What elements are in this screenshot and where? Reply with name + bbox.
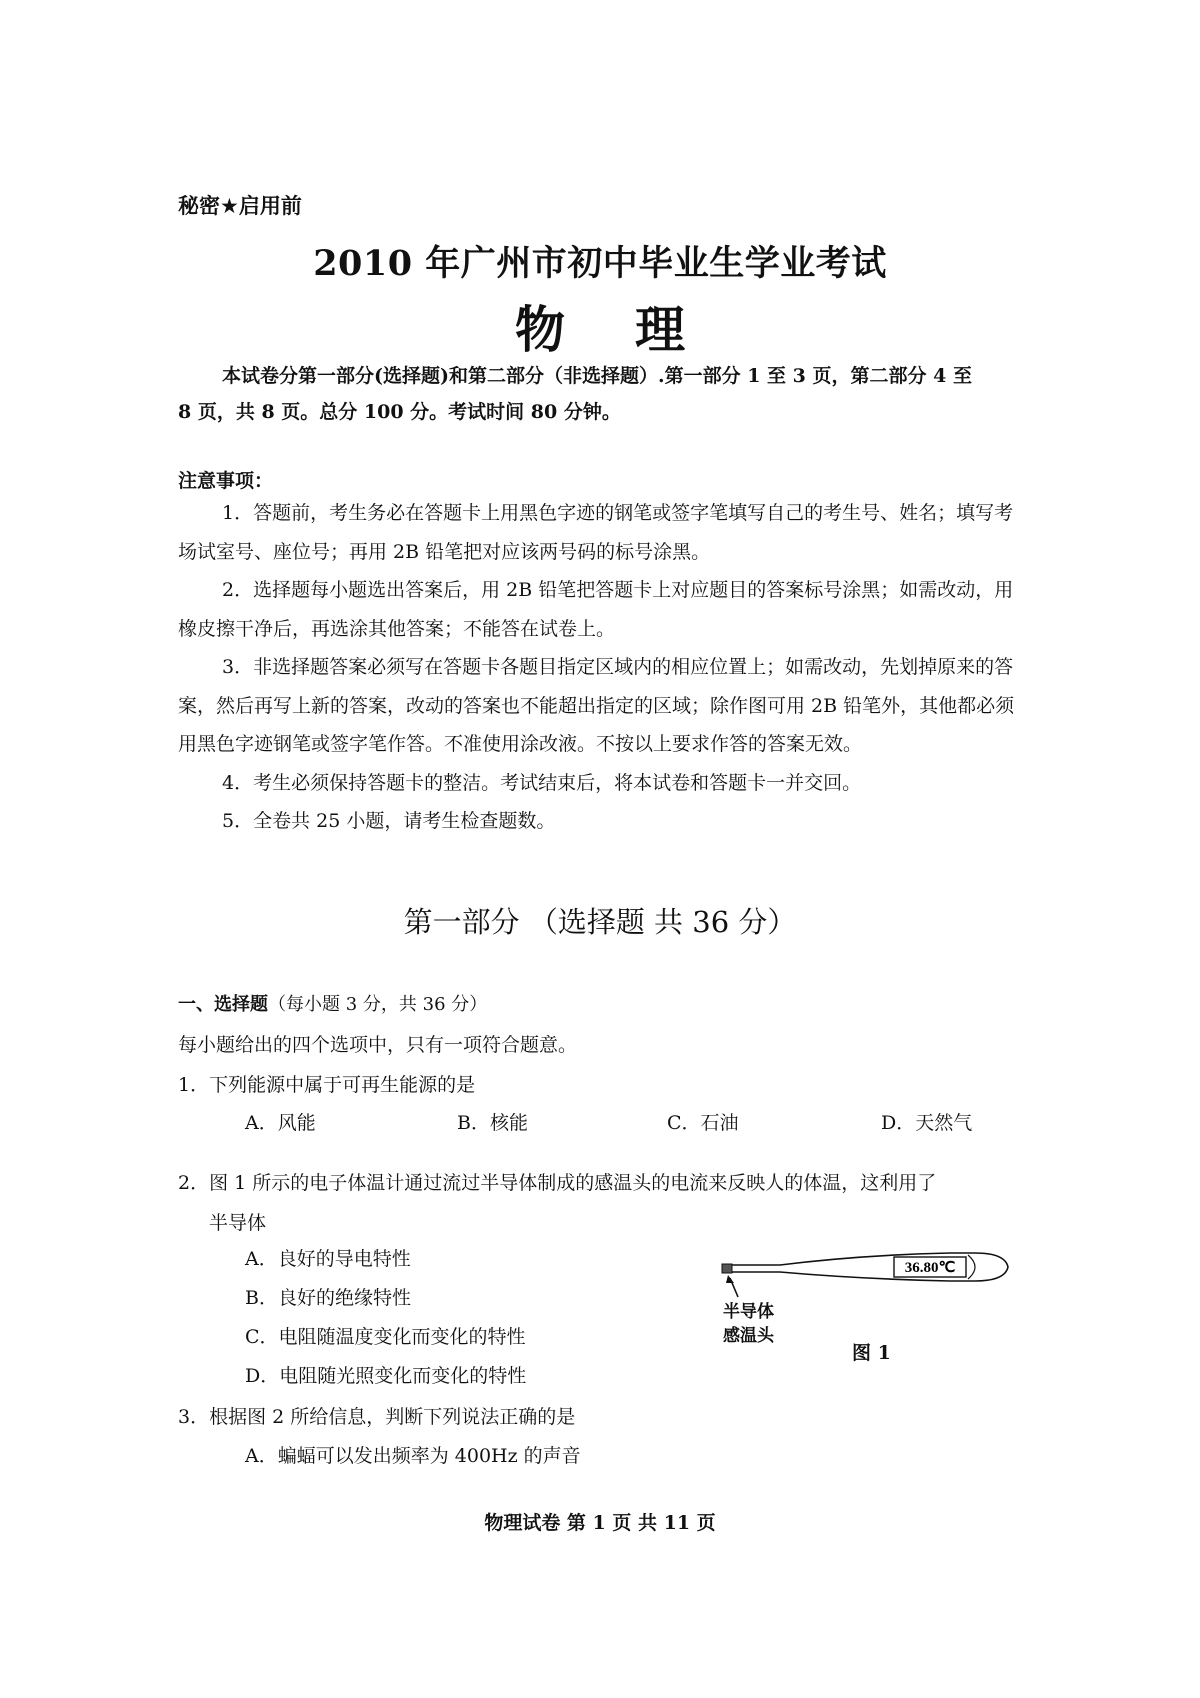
thermometer-display: 36.80℃ [904,1260,956,1276]
subject-char-1: 物 [515,300,565,359]
q2-option-d: D．电阻随光照变化而变化的特性 [245,1365,527,1387]
q2-option-b: B．良好的绝缘特性 [245,1287,411,1309]
section-instruction: 每小题给出的四个选项中，只有一项符合题意。 [178,1034,578,1056]
intro-line-2: 8 页，共 8 页。总分 100 分。考试时间 80 分钟。 [178,401,621,423]
sensor-tip-shape [722,1264,732,1273]
sensor-label-line-2: 感温头 [723,1326,774,1346]
q2-option-a: A．良好的导电特性 [245,1248,411,1270]
question-2-stem [178,1163,1038,1243]
end-cap-shape [968,1255,975,1279]
notice-list [178,494,1028,841]
q2-stem-line-2: 半导体 [209,1212,267,1234]
q1-option-b: B．核能 [457,1112,528,1134]
notice-item: 1．答题前，考生务必在答题卡上用黑色字迹的钢笔或签字笔填写自己的考生号、姓名；填写考场试室号、座位号；再用 2B 铅笔把对应该两号码的标号涂黑。 [178,502,1014,563]
question-3-stem: 3．根据图 2 所给信息，判断下列说法正确的是 [178,1406,576,1428]
section-heading-rest: （每小题 3 分，共 36 分） [268,994,488,1015]
subject-char-2: 理 [635,300,685,359]
notice-item: 3．非选择题答案必须写在答题卡各题目指定区域内的相应位置上；如需改动，先划掉原来的答案，然后再写上新的答案，改动的答案也不能超出指定的区域；除作图可用 2B 铅笔外，其他都必须用黑色字迹钢笔或签字笔作答。不准使用涂改液。不按以上要求作答的答案无效。 [178,656,1015,755]
q1-option-a: A．风能 [245,1112,316,1134]
section-heading [178,990,487,1016]
q1-option-c: C．石油 [667,1112,739,1134]
notice-item: 5．全卷共 25 小题，请考生检查题数。 [222,810,556,832]
notice-item: 4．考生必须保持答题卡的整洁。考试结束后，将本试卷和答题卡一并交回。 [222,771,862,794]
page-footer: 物理试卷 第 1 页 共 11 页 [484,1512,716,1534]
q1-option-d: D．天然气 [881,1112,973,1134]
notice-item: 2．选择题每小题选出答案后，用 2B 铅笔把答题卡上对应题目的答案标号涂黑；如需改动，用橡皮擦干净后，再选涂其他答案；不能答在试卷上。 [178,579,1014,640]
part1-title: 第一部分 （选择题 共 36 分） [403,905,797,939]
pointer-arrow-head [726,1275,734,1283]
thermometer-figure [720,1245,1010,1305]
intro-line-1: 本试卷分第一部分(选择题)和第二部分（非选择题）.第一部分 1 至 3 页，第二部分 4 至 [222,365,972,387]
subject-title [0,290,1200,362]
notice-heading: 注意事项： [178,470,274,492]
sensor-label-line-1: 半导体 [723,1302,774,1322]
question-1-stem: 1．下列能源中属于可再生能源的是 [178,1074,476,1096]
q3-option-a: A．蝙蝠可以发出频率为 400Hz 的声音 [245,1445,581,1467]
figure-1-caption: 图 1 [852,1342,891,1364]
sensor-label [723,1300,774,1348]
confidential-mark: 秘密★启用前 [178,194,302,218]
exam-intro [178,358,1028,430]
q2-option-c: C．电阻随温度变化而变化的特性 [245,1326,526,1348]
q2-stem-line-1: 2．图 1 所示的电子体温计通过流过半导体制成的感温头的电流来反映人的体温，这利用了 [178,1172,937,1194]
exam-title: 2010 年广州市初中毕业生学业考试 [313,243,887,284]
section-heading-bold: 一、选择题 [178,994,268,1015]
